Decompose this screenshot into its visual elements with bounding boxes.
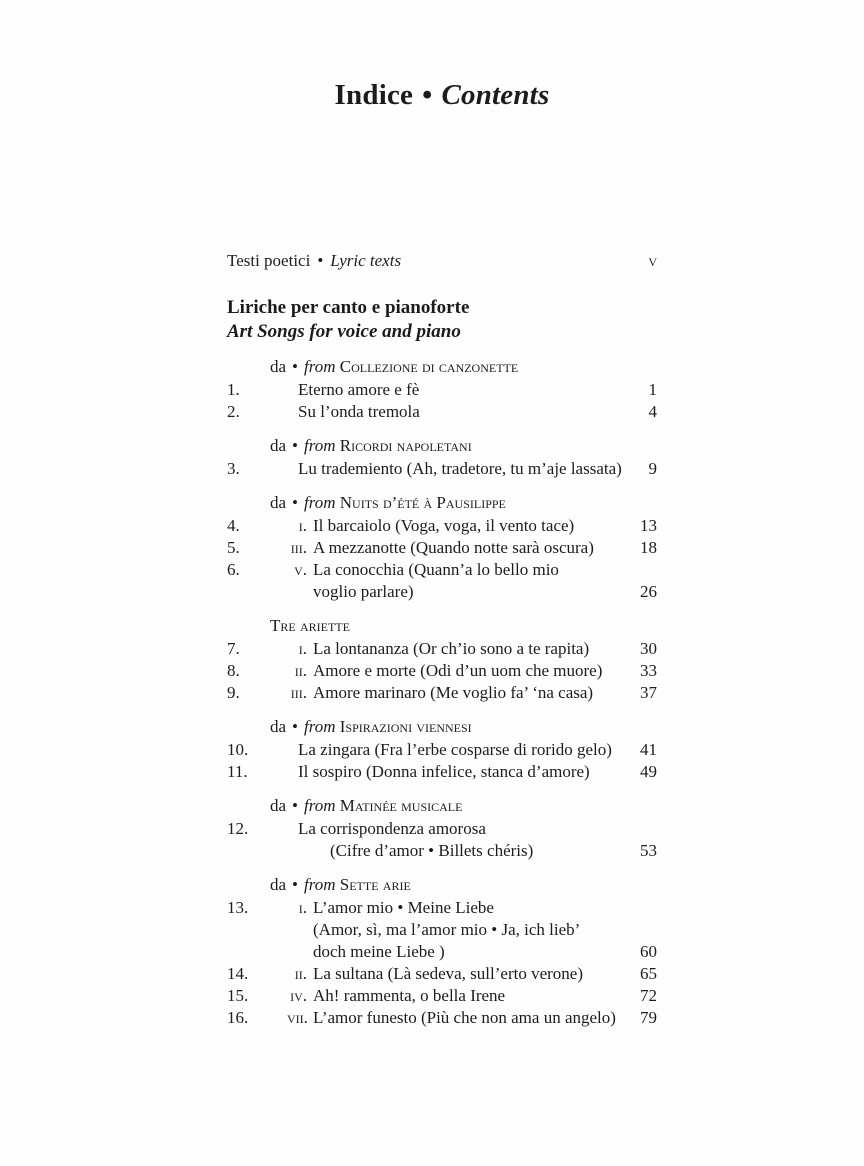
collection-title: Ispirazioni viennesi	[339, 717, 472, 736]
item-number: 2.	[227, 402, 240, 421]
lyric-texts-label-italian: Testi poetici	[227, 251, 311, 270]
item-page-number: 13	[640, 516, 657, 535]
toc-item	[227, 401, 657, 423]
item-number: 10.	[227, 740, 249, 759]
item-page-number: 4	[648, 402, 657, 421]
item-number: 1.	[227, 380, 240, 399]
from-label: from	[304, 436, 336, 455]
item-title-line: La sultana (Là sedeva, sull’erto verone)	[313, 964, 583, 983]
item-title-line: La zingara (Fra l’erbe cosparse di rorido gelo)	[298, 740, 612, 759]
item-page-number: 60	[640, 942, 657, 961]
da-label: da	[270, 717, 287, 736]
group-heading	[227, 296, 657, 344]
bullet-separator: •	[292, 357, 298, 376]
item-title	[313, 515, 629, 537]
item-title	[313, 682, 629, 704]
toc-item	[227, 537, 657, 559]
item-title-line: doch meine Liebe )	[313, 942, 445, 961]
item-title-line: (Cifre d’amor • Billets chéris)	[330, 841, 534, 860]
item-title-line: Ah! rammenta, o bella Irene	[313, 986, 506, 1005]
item-title-line: (Amor, sì, ma l’amor mio • Ja, ich lieb’	[313, 920, 581, 939]
item-title-line: Amore marinaro (Me voglio fa’ ‘na casa)	[313, 683, 594, 702]
toc-item	[227, 559, 657, 603]
toc-item	[227, 739, 657, 761]
item-title	[313, 638, 629, 660]
item-title-line: Su l’onda tremola	[298, 402, 420, 421]
item-title	[313, 1007, 629, 1029]
item-number: 11.	[227, 762, 248, 781]
collection-header	[227, 435, 657, 457]
item-title-line: Amore e morte (Odi d’un uom che muore)	[313, 661, 603, 680]
page-title-italian: Indice	[334, 79, 414, 111]
collection-header	[227, 615, 657, 637]
collection-title: Sette arie	[339, 875, 411, 894]
item-page-number: v	[648, 251, 657, 270]
item-title	[313, 985, 629, 1007]
toc-entry-lyric-texts	[227, 250, 657, 272]
toc-item	[227, 458, 657, 480]
item-page-number: 30	[640, 639, 657, 658]
item-page-number: 65	[640, 964, 657, 983]
collection-header	[227, 795, 657, 817]
collection-header	[227, 716, 657, 738]
item-number: 4.	[227, 516, 240, 535]
item-number: 6.	[227, 560, 240, 579]
toc-item	[227, 379, 657, 401]
bullet-separator: •	[292, 436, 298, 455]
item-page-number: 49	[640, 762, 657, 781]
da-label: da	[270, 436, 287, 455]
item-number: 9.	[227, 683, 240, 702]
item-page-number: 33	[640, 661, 657, 680]
collection-title: Ricordi napoletani	[339, 436, 472, 455]
da-label: da	[270, 875, 287, 894]
bullet-separator: •	[292, 493, 298, 512]
toc-item	[227, 515, 657, 537]
item-roman-numeral: iii.	[290, 683, 307, 702]
item-title	[298, 818, 629, 862]
item-title-line: A mezzanotte (Quando notte sarà oscura)	[313, 538, 594, 557]
toc-item	[227, 963, 657, 985]
item-page-number: 53	[640, 841, 657, 860]
item-title	[313, 660, 629, 682]
toc-item	[227, 897, 657, 963]
item-roman-numeral: vii.	[287, 1008, 308, 1027]
bullet-separator: •	[292, 717, 298, 736]
toc-item	[227, 1007, 657, 1029]
item-title	[298, 379, 629, 401]
lyric-texts-label	[227, 250, 629, 272]
collection-title: Matinée musicale	[339, 796, 463, 815]
item-roman-numeral: ii.	[294, 661, 307, 680]
item-page-number: 18	[640, 538, 657, 557]
from-label: from	[304, 357, 336, 376]
toc-item	[227, 761, 657, 783]
group-heading-italian: Liriche per canto e pianoforte	[227, 297, 470, 318]
toc-sections	[227, 356, 657, 1029]
toc-item	[227, 660, 657, 682]
item-title-line: La lontananza (Or ch’io sono a te rapita)	[313, 639, 590, 658]
item-title	[313, 963, 629, 985]
toc-item	[227, 985, 657, 1007]
item-title-line: Il barcaiolo (Voga, voga, il vento tace)	[313, 516, 575, 535]
lyric-texts-label-english: Lyric texts	[330, 251, 402, 270]
item-roman-numeral: iii.	[290, 538, 307, 557]
toc-item	[227, 638, 657, 660]
item-title	[298, 739, 629, 761]
collection-header	[227, 356, 657, 378]
group-heading-english: Art Songs for voice and piano	[227, 321, 461, 342]
page-title-english: Contents	[441, 79, 550, 111]
item-roman-numeral: i.	[298, 639, 307, 658]
item-title	[298, 761, 629, 783]
collection-title: Collezione di canzonette	[339, 357, 519, 376]
item-title-line: Il sospiro (Donna infelice, stanca d’amore)	[298, 762, 590, 781]
item-roman-numeral: iv.	[290, 986, 307, 1005]
item-page-number: 72	[640, 986, 657, 1005]
collection-title: Tre ariette	[270, 616, 350, 635]
item-page-number: 1	[648, 380, 657, 399]
page-title	[227, 0, 657, 112]
item-roman-numeral: i.	[298, 516, 307, 535]
collection-title: Nuits d’été à Pausilippe	[339, 493, 506, 512]
item-number: 7.	[227, 639, 240, 658]
bullet-separator: •	[422, 79, 433, 111]
from-label: from	[304, 796, 336, 815]
item-number: 12.	[227, 819, 249, 838]
collection-header	[227, 874, 657, 896]
item-page-number: 41	[640, 740, 657, 759]
item-title-line: Eterno amore e fè	[298, 380, 420, 399]
item-title	[313, 559, 629, 603]
item-title-line: L’amor mio • Meine Liebe	[313, 898, 494, 917]
item-roman-numeral: v.	[294, 560, 307, 579]
item-title-line: La conocchia (Quann’a lo bello mio	[313, 560, 559, 579]
item-title-line: Lu trademiento (Ah, tradetore, tu m’aje lassata)	[298, 459, 622, 478]
item-title	[313, 897, 629, 963]
item-title	[313, 537, 629, 559]
item-page-number: 37	[640, 683, 657, 702]
item-number: 15.	[227, 986, 249, 1005]
item-roman-numeral: ii.	[294, 964, 307, 983]
item-number: 5.	[227, 538, 240, 557]
item-roman-numeral: i.	[298, 898, 307, 917]
item-title-line: La corrispondenza amorosa	[298, 819, 486, 838]
da-label: da	[270, 796, 287, 815]
da-label: da	[270, 357, 287, 376]
from-label: from	[304, 875, 336, 894]
from-label: from	[304, 493, 336, 512]
item-title-line: L’amor funesto (Più che non ama un angelo)	[313, 1008, 616, 1027]
item-page-number: 79	[640, 1008, 657, 1027]
item-number: 3.	[227, 459, 240, 478]
bullet-separator: •	[317, 251, 324, 270]
item-title	[298, 401, 629, 423]
toc-item	[227, 818, 657, 862]
item-page-number: 26	[640, 582, 657, 601]
item-title-line: voglio parlare)	[313, 582, 414, 601]
bullet-separator: •	[292, 796, 298, 815]
item-number: 14.	[227, 964, 249, 983]
item-number: 13.	[227, 898, 249, 917]
item-page-number: 9	[648, 459, 657, 478]
bullet-separator: •	[292, 875, 298, 894]
from-label: from	[304, 717, 336, 736]
item-title	[298, 458, 629, 480]
toc-content	[227, 250, 657, 1029]
da-label: da	[270, 493, 287, 512]
collection-header	[227, 492, 657, 514]
item-number: 16.	[227, 1008, 249, 1027]
toc-item	[227, 682, 657, 704]
item-number: 8.	[227, 661, 240, 680]
